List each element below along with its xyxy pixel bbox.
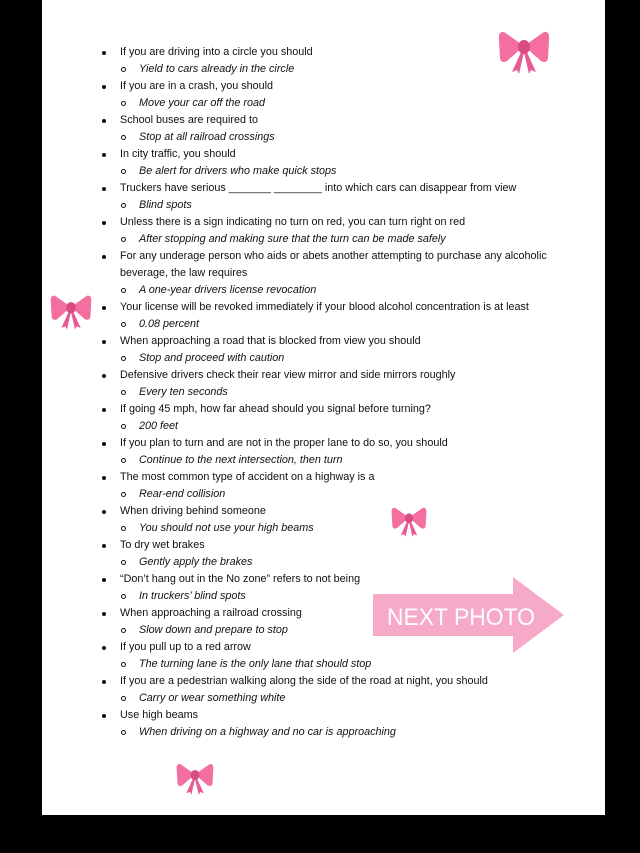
question-text: Use high beams — [42, 707, 605, 724]
answer-text: Stop at all railroad crossings — [42, 129, 605, 146]
question-text: In city traffic, you should — [42, 146, 605, 163]
question-text: Defensive drivers check their rear view mirror and side mirrors roughly — [42, 367, 605, 384]
question-text: If you plan to turn and are not in the proper lane to do so, you should — [42, 435, 605, 452]
question-text: If you are driving into a circle you should — [42, 44, 605, 61]
question-text: If going 45 mph, how far ahead should you signal before turning? — [42, 401, 605, 418]
answer-text: You should not use your high beams — [42, 520, 605, 537]
question-text: If you are in a crash, you should — [42, 78, 605, 95]
list-item — [42, 673, 605, 707]
list-item — [42, 503, 605, 537]
answer-text: Move your car off the road — [42, 95, 605, 112]
list-item — [42, 112, 605, 146]
question-text: When approaching a road that is blocked from view you should — [42, 333, 605, 350]
question-text: Truckers have serious _______ ________ into which cars can disappear from view — [42, 180, 605, 197]
list-item — [42, 367, 605, 401]
list-item — [42, 248, 605, 299]
list-item — [42, 707, 605, 741]
list-item — [42, 537, 605, 571]
pink-bow-icon — [176, 761, 214, 795]
list-item — [42, 78, 605, 112]
question-text: For any underage person who aids or abets another attempting to purchase any alcoholic beverage, the law requires — [42, 248, 605, 282]
answer-text: Yield to cars already in the circle — [42, 61, 605, 78]
question-text: When approaching a railroad crossing — [42, 605, 605, 622]
list-item — [42, 180, 605, 214]
answer-text: Continue to the next intersection, then turn — [42, 452, 605, 469]
list-item — [42, 214, 605, 248]
answer-text: Slow down and prepare to stop — [42, 622, 605, 639]
answer-text: In truckers’ blind spots — [42, 588, 605, 605]
pink-bow-icon — [50, 292, 92, 330]
question-text: “Don’t hang out in the No zone” refers to not being — [42, 571, 605, 588]
question-text: School buses are required to — [42, 112, 605, 129]
question-text: To dry wet brakes — [42, 537, 605, 554]
list-item — [42, 469, 605, 503]
question-text: Your license will be revoked immediately if your blood alcohol concentration is at least — [42, 299, 605, 316]
list-item — [42, 299, 605, 333]
question-text: If you are a pedestrian walking along the side of the road at night, you should — [42, 673, 605, 690]
document-page — [42, 0, 605, 815]
answer-text: After stopping and making sure that the turn can be made safely — [42, 231, 605, 248]
list-item — [42, 333, 605, 367]
answer-text: When driving on a highway and no car is approaching — [42, 724, 605, 741]
answer-text: 0.08 percent — [42, 316, 605, 333]
question-text: Unless there is a sign indicating no turn on red, you can turn right on red — [42, 214, 605, 231]
answer-text: Be alert for drivers who make quick stops — [42, 163, 605, 180]
answer-text: Rear-end collision — [42, 486, 605, 503]
list-item — [42, 146, 605, 180]
list-item — [42, 401, 605, 435]
next-photo-label: NEXT PHOTO — [387, 604, 535, 631]
answer-text: Gently apply the brakes — [42, 554, 605, 571]
answer-text: The turning lane is the only lane that should stop — [42, 656, 605, 673]
question-text: When driving behind someone — [42, 503, 605, 520]
question-text: The most common type of accident on a highway is a — [42, 469, 605, 486]
list-item — [42, 435, 605, 469]
answer-text: Carry or wear something white — [42, 690, 605, 707]
pink-bow-icon — [391, 505, 427, 537]
next-photo-arrow[interactable] — [373, 577, 565, 653]
answer-text: Blind spots — [42, 197, 605, 214]
answer-text: Stop and proceed with caution — [42, 350, 605, 367]
question-text: If you pull up to a red arrow — [42, 639, 605, 656]
answer-text: 200 feet — [42, 418, 605, 435]
answer-text: Every ten seconds — [42, 384, 605, 401]
answer-text: A one-year drivers license revocation — [42, 282, 605, 299]
pink-bow-icon — [498, 28, 550, 74]
